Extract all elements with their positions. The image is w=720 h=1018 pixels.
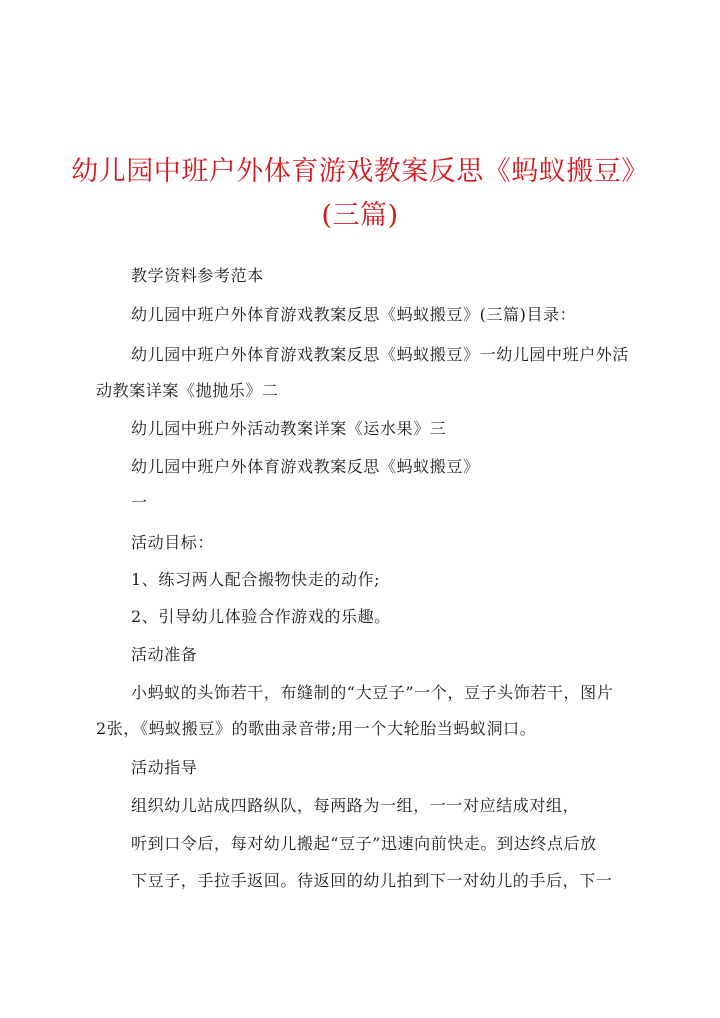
heading-activity-prep: 活动准备 xyxy=(131,645,198,664)
paragraph-toc-item-1: 幼儿园中班户外体育游戏教案反思《蚂蚁搬豆》一幼儿园中班户外活 xyxy=(131,345,630,364)
document-title: 幼儿园中班户外体育游戏教案反思《蚂蚁搬豆》 xyxy=(71,156,649,187)
paragraph-guide-text-3: 下豆子，手拉手返回。待返回的幼儿拍到下一对幼儿的手后，下一 xyxy=(131,871,613,890)
list-item-goal-2: 2、引导幼儿体验合作游戏的乐趣。 xyxy=(131,607,391,626)
paragraph-toc-heading: 幼儿园中班户外体育游戏教案反思《蚂蚁搬豆》(三篇)目录： xyxy=(131,305,577,324)
paragraph-toc-item-1-cont: 动教案详案《抛抛乐》二 xyxy=(96,381,279,400)
paragraph-toc-item-2: 幼儿园中班户外活动教案详案《运水果》三 xyxy=(131,419,447,438)
paragraph-section-title: 幼儿园中班户外体育游戏教案反思《蚂蚁搬豆》 xyxy=(131,457,480,476)
heading-activity-guide: 活动指导 xyxy=(131,758,198,777)
paragraph-guide-text-1: 组织幼儿站成四路纵队，每两路为一组，一一对应结成对组， xyxy=(131,796,580,815)
paragraph-prep-text-cont: 2张，《蚂蚁搬豆》的歌曲录音带;用一个大轮胎当蚂蚁洞口。 xyxy=(96,719,537,738)
paragraph-guide-text-2: 听到口令后，每对幼儿搬起“豆子”迅速向前快走。到达终点后放 xyxy=(131,834,597,853)
document-title-suffix: (三篇) xyxy=(321,200,399,231)
list-item-goal-1: 1、练习两人配合搬物快走的动作; xyxy=(131,570,381,589)
heading-activity-goals: 活动目标： xyxy=(131,533,215,552)
paragraph-prep-text: 小蚂蚁的头饰若干，布缝制的“大豆子”一个，豆子头饰若干，图片 xyxy=(131,683,614,702)
paragraph-reference-label: 教学资料参考范本 xyxy=(131,266,264,285)
paragraph-section-number: 一 xyxy=(131,493,148,512)
